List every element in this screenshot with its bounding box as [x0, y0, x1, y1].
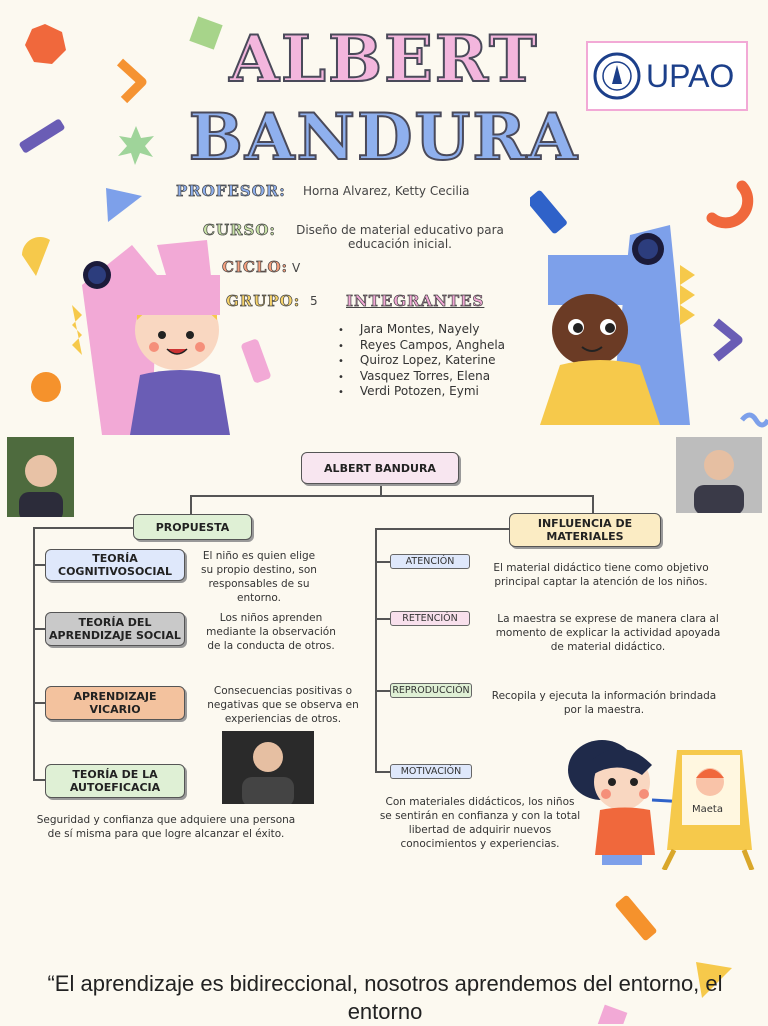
retencion-box: RETENCIÓN — [390, 611, 470, 626]
curso-value-line-1: Diseño de material educativo para — [296, 223, 504, 237]
easel-label-text: Maeta — [692, 804, 723, 815]
bandura-quote: “El aprendizaje es bidireccional, nosotros aprendemos del entorno, el entorno — [47, 971, 723, 1024]
ciclo-value: V — [292, 261, 301, 275]
aprendizaje-vicario-box: APRENDIZAJE VICARIO — [45, 686, 185, 720]
yellow-half-circle-shape — [22, 237, 50, 276]
map-root-box: ALBERT BANDURA — [301, 452, 459, 484]
girl-painting-illustration — [552, 730, 767, 870]
integrante-item: • Vasquez Torres, Elena — [338, 369, 505, 385]
map-connector — [190, 495, 592, 497]
map-connector — [375, 771, 390, 773]
map-connector — [375, 690, 390, 692]
influencia-box: INFLUENCIA DE MATERIALES — [509, 513, 661, 547]
teoria-autoeficacia-desc: Seguridad y confianza que adquiere una persona de sí misma para que logre alcanzar el éxito. — [36, 814, 296, 840]
map-connector — [375, 561, 390, 563]
map-connector — [375, 528, 377, 772]
portrait-icon — [7, 437, 74, 517]
upao-logo — [586, 41, 748, 111]
map-connector — [375, 618, 390, 620]
integrante-item: • Quiroz Lopez, Katerine — [338, 353, 505, 369]
map-connector — [33, 564, 45, 566]
bandura-photo-2 — [676, 437, 762, 513]
kid-blue-dino-illustration — [530, 185, 730, 435]
teoria-cognitivosocial-desc: El niño es quien elige su propio destino, son responsables de su entorno. — [201, 550, 317, 604]
upao-seal-icon — [592, 51, 642, 101]
title-bandura-text: BANDURA — [188, 100, 580, 175]
atencion-desc: El material didáctico tiene como objetivo principal captar la atención de los niños. — [493, 562, 709, 588]
grupo-value: 5 — [310, 294, 318, 308]
map-connector — [190, 495, 192, 515]
integrante-item: • Verdi Potozen, Eymi — [338, 384, 505, 400]
map-connector — [33, 527, 133, 529]
orange-bar-shape — [614, 894, 657, 941]
motivacion-box: MOTIVACIÓN — [390, 764, 472, 779]
bandura-photo-3 — [222, 731, 314, 804]
integrante-item: • Jara Montes, Nayely — [338, 322, 505, 338]
integrantes-list — [338, 322, 505, 400]
map-connector — [375, 528, 509, 530]
teoria-cognitivosocial-box: TEORÍA COGNITIVOSOCIAL — [45, 549, 185, 581]
teoria-aprendizaje-social-box: TEORÍA DEL APRENDIZAJE SOCIAL — [45, 612, 185, 646]
title-line-2 — [0, 100, 768, 175]
upao-logo-text: UPAO — [646, 57, 735, 94]
reproduccion-box: REPRODUCCIÓN — [390, 683, 472, 698]
motivacion-desc: Con materiales didácticos, los niños se sentirán en confianza y con la total libertad de adquirir nuevos conocimientos y experiencias. — [379, 796, 581, 850]
propuesta-box: PROPUESTA — [133, 514, 252, 540]
curso-label: CURSO: — [203, 221, 276, 239]
reproduccion-desc: Recopila y ejecuta la información brindada por la maestra. — [491, 690, 717, 716]
blue-wave-shape — [742, 415, 768, 425]
grupo-label: GRUPO: — [226, 292, 301, 310]
map-connector — [592, 495, 594, 515]
title-albert-text: ALBERT — [229, 22, 539, 97]
portrait-icon — [222, 731, 314, 804]
bandura-photo-1 — [7, 437, 74, 517]
integrantes-label: INTEGRANTES — [346, 292, 485, 310]
map-connector — [33, 628, 45, 630]
integrante-item: • Reyes Campos, Anghela — [338, 338, 505, 354]
profesor-label: PROFESOR: — [176, 182, 286, 200]
atencion-box: ATENCIÓN — [390, 554, 470, 569]
teoria-aprendizaje-social-desc: Los niños aprenden mediante la observación de la conducta de otros. — [206, 612, 336, 652]
ciclo-label: CICLO: — [222, 258, 289, 276]
profesor-value: Horna Alvarez, Ketty Cecilia — [303, 184, 470, 198]
blue-triangle-shape — [106, 188, 142, 222]
teoria-autoeficacia-box: TEORÍA DE LA AUTOEFICACIA — [45, 764, 185, 798]
curso-value-line-2: educación inicial. — [348, 237, 452, 251]
map-connector — [33, 702, 45, 704]
map-connector — [33, 779, 45, 781]
kid-pink-dino-illustration — [62, 225, 282, 435]
aprendizaje-vicario-desc: Consecuencias positivas o negativas que se observa en experiencias de otros. — [207, 685, 359, 725]
orange-dot-shape — [31, 372, 61, 402]
portrait-icon — [676, 437, 762, 513]
retencion-desc: La maestra se exprese de manera clara al momento de explicar la actividad apoyada de material didáctico. — [495, 613, 721, 653]
curso-value — [290, 223, 510, 251]
